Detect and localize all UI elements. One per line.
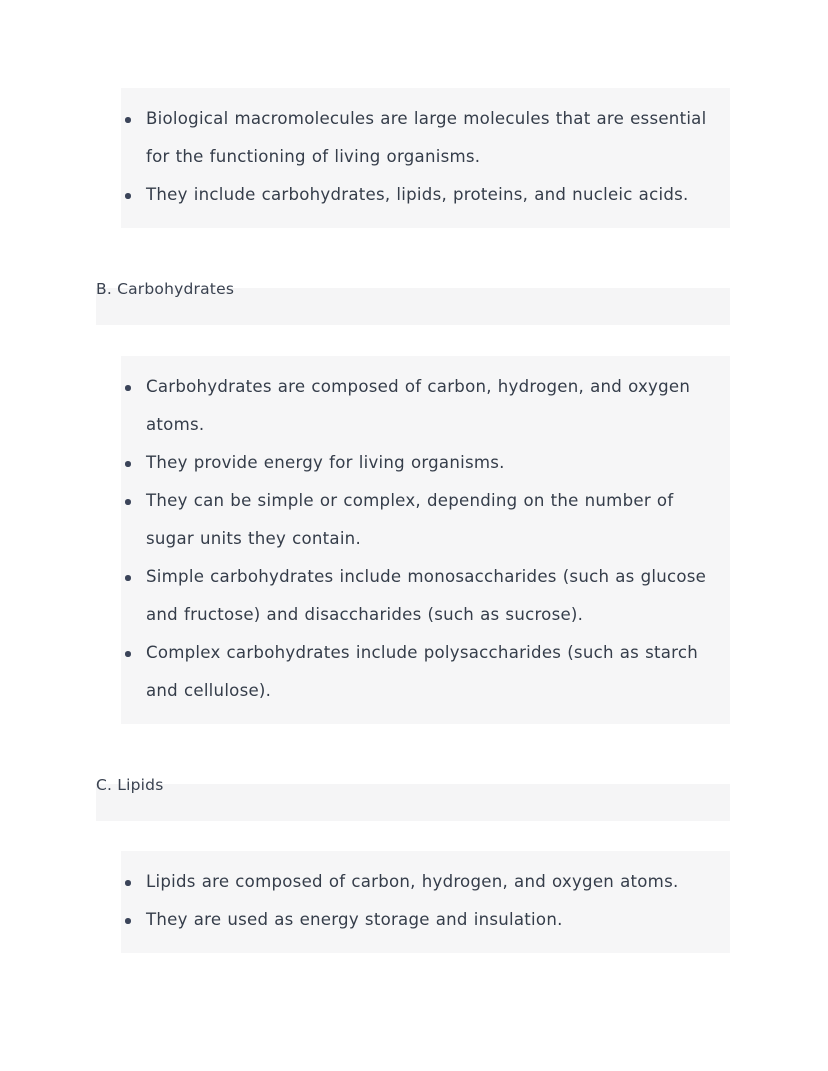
- section-heading-label: B. Carbohydrates: [96, 280, 235, 298]
- list-item: [121, 100, 730, 176]
- bullet-dot-icon: [125, 575, 131, 581]
- intro-bullet-list: [121, 100, 730, 214]
- list-item-text: Complex carbohydrates include polysaccharides (such as starch and cellulose).: [146, 643, 699, 700]
- list-item-text: They can be simple or complex, depending on the number of sugar units they contain.: [146, 491, 674, 548]
- list-item: [121, 482, 730, 558]
- list-item-text: Carbohydrates are composed of carbon, hydrogen, and oxygen atoms.: [146, 377, 691, 434]
- intro-bullet-block: [121, 88, 730, 228]
- lipids-bullet-block: [121, 851, 730, 953]
- list-item: [121, 558, 730, 634]
- list-item: [121, 863, 730, 901]
- bullet-dot-icon: [125, 499, 131, 505]
- section-heading-label: C. Lipids: [96, 776, 164, 794]
- bullet-dot-icon: [125, 461, 131, 467]
- list-item: [121, 444, 730, 482]
- list-item: [121, 176, 730, 214]
- bullet-dot-icon: [125, 193, 131, 199]
- list-item: [121, 634, 730, 710]
- section-heading-lipids: [96, 776, 730, 821]
- list-item: [121, 901, 730, 939]
- list-item-text: Simple carbohydrates include monosaccharides (such as glucose and fructose) and disaccharides (such as sucrose).: [146, 567, 707, 624]
- list-item-text: They provide energy for living organisms.: [146, 453, 505, 472]
- list-item-text: Lipids are composed of carbon, hydrogen, and oxygen atoms.: [146, 872, 679, 891]
- list-item-text: Biological macromolecules are large molecules that are essential for the functioning of living organisms.: [146, 109, 707, 166]
- carbohydrates-bullet-list: [121, 368, 730, 710]
- bullet-dot-icon: [125, 651, 131, 657]
- lipids-bullet-list: [121, 863, 730, 939]
- list-item-text: They include carbohydrates, lipids, proteins, and nucleic acids.: [146, 185, 689, 204]
- list-item-text: They are used as energy storage and insulation.: [146, 910, 563, 929]
- section-heading-carbohydrates: [96, 280, 730, 325]
- bullet-dot-icon: [125, 117, 131, 123]
- carbohydrates-bullet-block: [121, 356, 730, 724]
- bullet-dot-icon: [125, 385, 131, 391]
- bullet-dot-icon: [125, 880, 131, 886]
- list-item: [121, 368, 730, 444]
- bullet-dot-icon: [125, 918, 131, 924]
